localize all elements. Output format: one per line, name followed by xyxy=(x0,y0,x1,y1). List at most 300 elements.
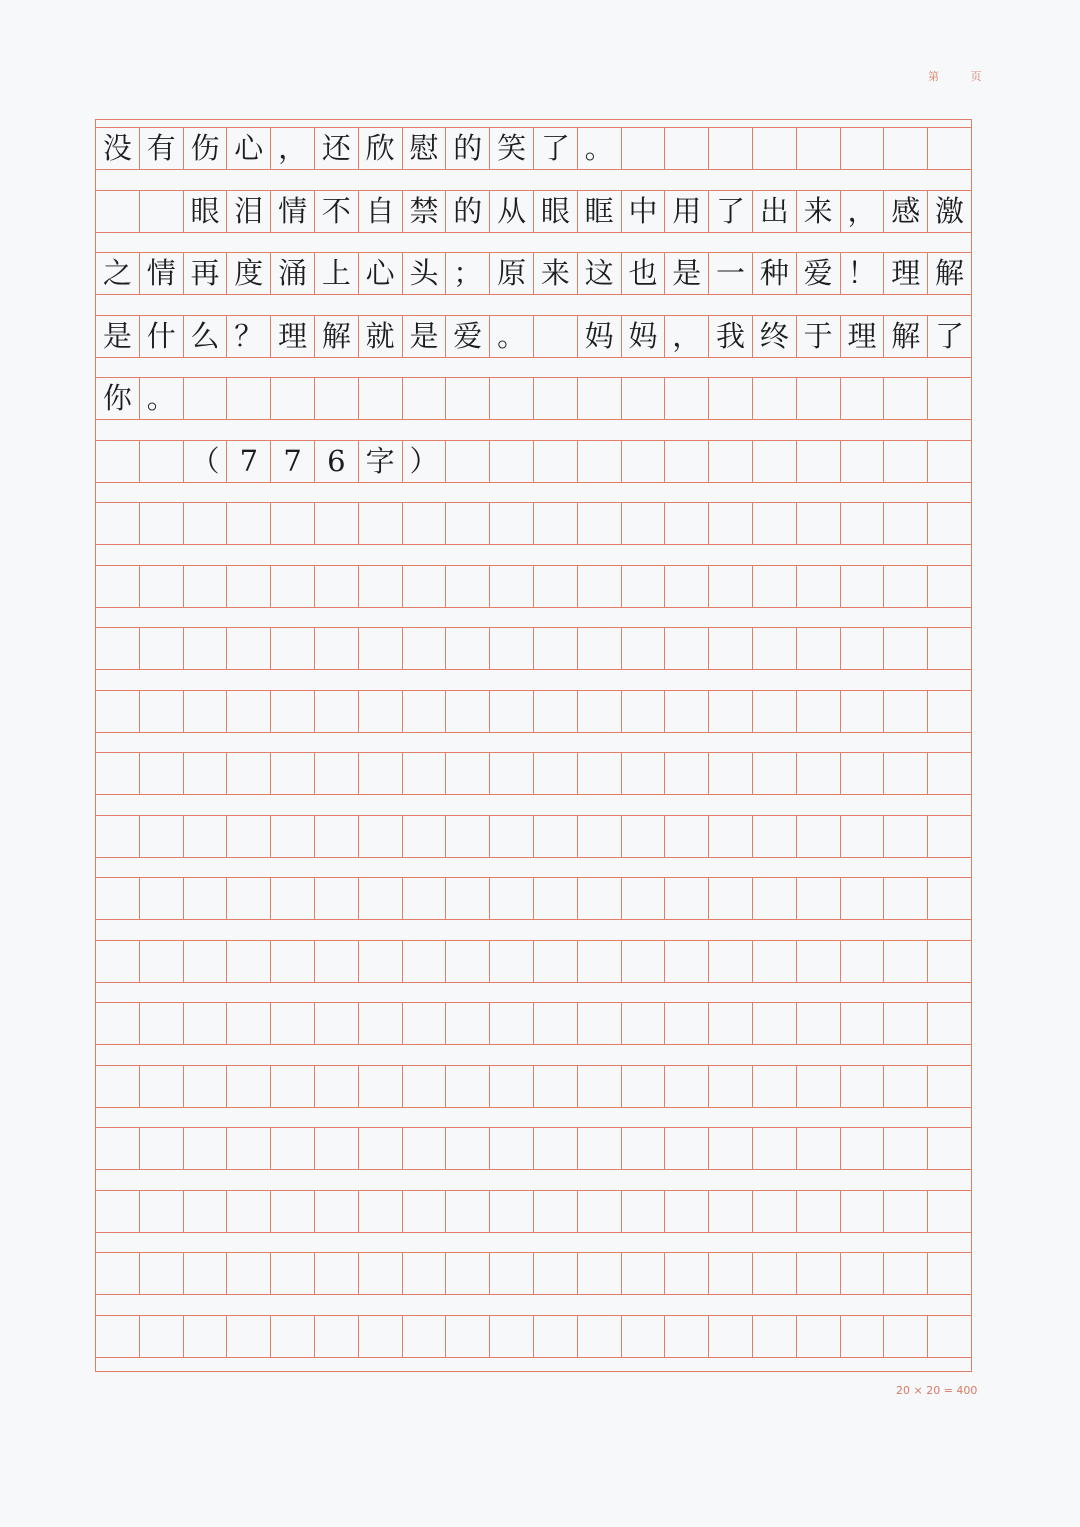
grid-cell xyxy=(490,441,534,482)
grid-cell xyxy=(446,816,490,857)
grid-cell xyxy=(665,503,709,544)
grid-cell xyxy=(841,441,885,482)
grid-cell xyxy=(928,1003,971,1044)
grid-cell xyxy=(534,878,578,919)
grid-character: 。 xyxy=(490,316,534,357)
grid-cell xyxy=(884,878,928,919)
grid-cell xyxy=(884,503,928,544)
grid-character: 的 xyxy=(446,191,490,232)
grid-cell xyxy=(797,1066,841,1107)
grid-cell xyxy=(665,628,709,669)
grid-cell xyxy=(227,1066,271,1107)
grid-character: 我 xyxy=(709,316,753,357)
grid-cell xyxy=(841,128,885,169)
grid-cell xyxy=(841,378,885,419)
grid-cell xyxy=(227,753,271,794)
grid-cell xyxy=(534,316,578,357)
grid-character: 从 xyxy=(490,191,534,232)
grid-cell xyxy=(709,1253,753,1294)
grid-cell xyxy=(446,941,490,982)
grid-cell xyxy=(928,441,971,482)
grid-cell xyxy=(578,566,622,607)
grid-cell xyxy=(446,441,490,482)
grid-cell xyxy=(753,1066,797,1107)
grid-cell xyxy=(359,691,403,732)
grid-cell xyxy=(403,1128,447,1169)
grid-cell xyxy=(578,628,622,669)
grid-cell xyxy=(490,378,534,419)
grid-character: 理 xyxy=(841,316,885,357)
grid-cell xyxy=(96,753,140,794)
grid-cell xyxy=(315,816,359,857)
grid-character: 了 xyxy=(709,191,753,232)
grid-cell xyxy=(928,566,971,607)
grid-cell xyxy=(140,441,184,482)
grid-row xyxy=(96,940,971,983)
grid-character: 眼 xyxy=(184,191,228,232)
grid-cell xyxy=(841,816,885,857)
grid-cell xyxy=(315,878,359,919)
grid-cell xyxy=(841,566,885,607)
grid-row xyxy=(96,1002,971,1045)
grid-cell xyxy=(753,691,797,732)
grid-cell xyxy=(271,566,315,607)
grid-cell xyxy=(271,378,315,419)
grid-cell xyxy=(490,1066,534,1107)
grid-cell xyxy=(140,1066,184,1107)
grid-cell xyxy=(184,566,228,607)
grid-cell xyxy=(446,628,490,669)
grid-cell xyxy=(184,1253,228,1294)
grid-character: 理 xyxy=(884,253,928,294)
grid-cell xyxy=(884,566,928,607)
grid-cell xyxy=(490,1128,534,1169)
grid-cell xyxy=(140,816,184,857)
grid-cell xyxy=(140,566,184,607)
grid-cell xyxy=(534,691,578,732)
grid-character: 涌 xyxy=(271,253,315,294)
grid-cell xyxy=(797,503,841,544)
grid-cell xyxy=(140,191,184,232)
grid-cell xyxy=(797,878,841,919)
grid-cell xyxy=(709,128,753,169)
grid-cell xyxy=(271,816,315,857)
grid-cell xyxy=(446,878,490,919)
grid-cell xyxy=(315,628,359,669)
grid-character: 度 xyxy=(227,253,271,294)
grid-cell xyxy=(490,503,534,544)
grid-cell xyxy=(841,1003,885,1044)
grid-cell xyxy=(315,566,359,607)
grid-cell xyxy=(841,878,885,919)
grid-cell xyxy=(928,1316,971,1357)
grid-cell xyxy=(359,628,403,669)
grid-cell xyxy=(709,441,753,482)
grid-cell xyxy=(753,1191,797,1232)
grid-cell xyxy=(928,753,971,794)
grid-character: 欣 xyxy=(359,128,403,169)
grid-cell xyxy=(184,1003,228,1044)
grid-character: 妈 xyxy=(578,316,622,357)
grid-cell xyxy=(271,691,315,732)
grid-character: ！ xyxy=(841,253,885,294)
grid-row xyxy=(96,815,971,858)
grid-cell xyxy=(271,1003,315,1044)
grid-cell xyxy=(140,1316,184,1357)
grid-cell xyxy=(665,816,709,857)
writing-grid-sheet xyxy=(95,119,972,1372)
grid-cell xyxy=(928,1066,971,1107)
grid-cell xyxy=(96,691,140,732)
grid-cell xyxy=(490,941,534,982)
grid-cell xyxy=(884,441,928,482)
grid-cell xyxy=(797,441,841,482)
grid-cell xyxy=(797,1253,841,1294)
grid-character: 字 xyxy=(359,441,403,482)
grid-row xyxy=(96,1127,971,1170)
grid-cell xyxy=(841,1316,885,1357)
grid-character: 爱 xyxy=(797,253,841,294)
grid-character: ； xyxy=(446,253,490,294)
grid-row xyxy=(96,502,971,545)
grid-character: 于 xyxy=(797,316,841,357)
grid-cell xyxy=(140,753,184,794)
grid-character: 你 xyxy=(96,378,140,419)
grid-cell xyxy=(534,1316,578,1357)
grid-cell xyxy=(490,878,534,919)
grid-cell xyxy=(359,941,403,982)
grid-character: 了 xyxy=(534,128,578,169)
grid-cell xyxy=(753,441,797,482)
grid-cell xyxy=(753,628,797,669)
grid-cell xyxy=(184,378,228,419)
grid-cell xyxy=(753,1003,797,1044)
grid-character: 还 xyxy=(315,128,359,169)
grid-cell xyxy=(227,1316,271,1357)
grid-cell xyxy=(797,128,841,169)
grid-cell xyxy=(753,566,797,607)
grid-character: 心 xyxy=(359,253,403,294)
grid-cell xyxy=(928,1191,971,1232)
grid-cell xyxy=(271,878,315,919)
grid-cell xyxy=(227,691,271,732)
grid-cell xyxy=(271,1066,315,1107)
grid-character: 爱 xyxy=(446,316,490,357)
grid-cell xyxy=(622,691,666,732)
grid-cell xyxy=(665,1128,709,1169)
grid-cell xyxy=(140,628,184,669)
grid-character: 慰 xyxy=(403,128,447,169)
grid-character: 上 xyxy=(315,253,359,294)
grid-cell xyxy=(227,941,271,982)
grid-cell xyxy=(96,1128,140,1169)
grid-cell xyxy=(884,1316,928,1357)
grid-cell xyxy=(403,566,447,607)
grid-cell xyxy=(665,1191,709,1232)
grid-cell xyxy=(797,1003,841,1044)
grid-cell xyxy=(797,1128,841,1169)
grid-cell xyxy=(446,378,490,419)
grid-cell xyxy=(665,941,709,982)
grid-character: ， xyxy=(665,316,709,357)
grid-cell xyxy=(578,441,622,482)
grid-cell xyxy=(578,1003,622,1044)
grid-cell xyxy=(96,1191,140,1232)
grid-cell xyxy=(753,878,797,919)
grid-cell xyxy=(841,1191,885,1232)
grid-cell xyxy=(96,1003,140,1044)
grid-cell xyxy=(578,1316,622,1357)
grid-cell xyxy=(928,878,971,919)
grid-cell xyxy=(403,1066,447,1107)
grid-cell xyxy=(227,566,271,607)
grid-cell xyxy=(184,1066,228,1107)
grid-cell xyxy=(184,691,228,732)
grid-cell xyxy=(797,1191,841,1232)
grid-cell xyxy=(841,1253,885,1294)
grid-cell xyxy=(884,941,928,982)
grid-cell xyxy=(578,753,622,794)
page-number-label: 第 页 xyxy=(928,70,996,83)
grid-cell xyxy=(184,503,228,544)
grid-character: 情 xyxy=(271,191,315,232)
grid-cell xyxy=(753,378,797,419)
grid-character: 用 xyxy=(665,191,709,232)
grid-character: 么 xyxy=(184,316,228,357)
grid-cell xyxy=(928,503,971,544)
grid-cell xyxy=(403,816,447,857)
grid-cell xyxy=(928,816,971,857)
grid-cell xyxy=(622,1253,666,1294)
grid-row xyxy=(96,315,971,358)
grid-cell xyxy=(403,628,447,669)
grid-cell xyxy=(315,1066,359,1107)
grid-cell xyxy=(403,503,447,544)
grid-cell xyxy=(227,816,271,857)
grid-cell xyxy=(665,878,709,919)
grid-cell xyxy=(446,1253,490,1294)
grid-cell xyxy=(271,753,315,794)
grid-cell xyxy=(446,691,490,732)
grid-cell xyxy=(841,503,885,544)
grid-cell xyxy=(490,691,534,732)
grid-cell xyxy=(534,753,578,794)
grid-cell xyxy=(359,1253,403,1294)
grid-cell xyxy=(578,1253,622,1294)
grid-cell xyxy=(490,1253,534,1294)
grid-cell xyxy=(753,503,797,544)
grid-character: 是 xyxy=(665,253,709,294)
grid-character: 再 xyxy=(184,253,228,294)
grid-cell xyxy=(490,566,534,607)
grid-row xyxy=(96,1315,971,1358)
grid-cell xyxy=(96,628,140,669)
grid-cell xyxy=(403,1191,447,1232)
grid-cell xyxy=(140,1253,184,1294)
grid-cell xyxy=(359,566,403,607)
grid-cell xyxy=(359,1128,403,1169)
grid-row xyxy=(96,690,971,733)
grid-row xyxy=(96,190,971,233)
grid-cell xyxy=(665,1253,709,1294)
grid-character: 种 xyxy=(753,253,797,294)
grid-cell xyxy=(709,1316,753,1357)
grid-cell xyxy=(578,878,622,919)
grid-size-label: 20 × 20 = 400 xyxy=(896,1384,978,1397)
grid-cell xyxy=(753,1128,797,1169)
grid-character: 眼 xyxy=(534,191,578,232)
grid-cell xyxy=(403,753,447,794)
grid-cell xyxy=(753,816,797,857)
grid-cell xyxy=(184,878,228,919)
grid-character: 一 xyxy=(709,253,753,294)
grid-cell xyxy=(797,1316,841,1357)
grid-cell xyxy=(534,1253,578,1294)
grid-cell xyxy=(534,378,578,419)
grid-row xyxy=(96,1065,971,1108)
grid-cell xyxy=(578,816,622,857)
grid-cell xyxy=(797,378,841,419)
grid-cell xyxy=(271,1128,315,1169)
grid-cell xyxy=(227,378,271,419)
grid-cell xyxy=(884,378,928,419)
grid-cell xyxy=(884,1253,928,1294)
grid-cell xyxy=(665,128,709,169)
grid-cell xyxy=(271,1191,315,1232)
grid-cell xyxy=(359,503,403,544)
grid-cell xyxy=(884,691,928,732)
grid-cell xyxy=(140,941,184,982)
grid-cell xyxy=(227,1191,271,1232)
grid-row xyxy=(96,377,971,420)
grid-cell xyxy=(359,1316,403,1357)
grid-cell xyxy=(490,1316,534,1357)
grid-cell xyxy=(315,753,359,794)
grid-cell xyxy=(841,753,885,794)
grid-character: 中 xyxy=(622,191,666,232)
grid-cell xyxy=(534,816,578,857)
grid-cell xyxy=(753,941,797,982)
grid-character: 的 xyxy=(446,128,490,169)
grid-cell xyxy=(578,691,622,732)
grid-cell xyxy=(315,1253,359,1294)
grid-cell xyxy=(184,816,228,857)
grid-character: 这 xyxy=(578,253,622,294)
grid-cell xyxy=(622,441,666,482)
grid-cell xyxy=(622,941,666,982)
grid-cell xyxy=(184,1191,228,1232)
grid-cell xyxy=(709,566,753,607)
grid-cell xyxy=(271,628,315,669)
grid-cell xyxy=(797,753,841,794)
grid-cell xyxy=(709,1066,753,1107)
grid-character: 。 xyxy=(140,378,184,419)
grid-cell xyxy=(928,1253,971,1294)
grid-cell xyxy=(884,128,928,169)
grid-cell xyxy=(315,941,359,982)
grid-cell xyxy=(665,1003,709,1044)
grid-cell xyxy=(665,566,709,607)
grid-cell xyxy=(490,816,534,857)
grid-cell xyxy=(709,628,753,669)
grid-cell xyxy=(534,1128,578,1169)
grid-cell xyxy=(184,628,228,669)
grid-cell xyxy=(622,1003,666,1044)
grid-cell xyxy=(403,691,447,732)
grid-cell xyxy=(884,753,928,794)
grid-cell xyxy=(665,1066,709,1107)
grid-cell xyxy=(841,1066,885,1107)
grid-cell xyxy=(96,941,140,982)
grid-cell xyxy=(359,1003,403,1044)
grid-cell xyxy=(359,753,403,794)
grid-cell xyxy=(184,941,228,982)
grid-cell xyxy=(709,753,753,794)
grid-cell xyxy=(622,378,666,419)
grid-cell xyxy=(184,1316,228,1357)
grid-cell xyxy=(227,1253,271,1294)
grid-cell xyxy=(446,1128,490,1169)
grid-cell xyxy=(622,1191,666,1232)
grid-cell xyxy=(928,628,971,669)
grid-row xyxy=(96,565,971,608)
grid-cell xyxy=(622,1066,666,1107)
grid-cell xyxy=(140,1128,184,1169)
grid-cell xyxy=(490,628,534,669)
grid-character: 是 xyxy=(96,316,140,357)
grid-cell xyxy=(315,378,359,419)
grid-cell xyxy=(227,628,271,669)
grid-character: 伤 xyxy=(184,128,228,169)
grid-character: 原 xyxy=(490,253,534,294)
grid-cell xyxy=(578,1128,622,1169)
grid-cell xyxy=(227,878,271,919)
grid-character: 情 xyxy=(140,253,184,294)
grid-cell xyxy=(753,1253,797,1294)
grid-cell xyxy=(797,941,841,982)
grid-character: 之 xyxy=(96,253,140,294)
grid-character: 了 xyxy=(935,318,965,353)
grid-cell xyxy=(96,441,140,482)
grid-character: 来 xyxy=(797,191,841,232)
grid-cell xyxy=(665,1316,709,1357)
grid-cell xyxy=(359,378,403,419)
grid-cell xyxy=(271,1253,315,1294)
grid-cell xyxy=(315,1128,359,1169)
grid-cell xyxy=(665,753,709,794)
grid-character: 感 xyxy=(884,191,928,232)
grid-cell xyxy=(928,378,971,419)
grid-cell xyxy=(665,378,709,419)
grid-character: 是 xyxy=(403,316,447,357)
grid-cell xyxy=(622,503,666,544)
grid-cell xyxy=(227,503,271,544)
grid-cell xyxy=(534,441,578,482)
grid-cell xyxy=(841,691,885,732)
grid-character: 禁 xyxy=(403,191,447,232)
grid-character: ， xyxy=(271,128,315,169)
grid-cell xyxy=(403,1253,447,1294)
grid-character: ， xyxy=(841,191,885,232)
grid-cell xyxy=(534,941,578,982)
grid-row xyxy=(96,440,971,483)
grid-cell xyxy=(884,1003,928,1044)
grid-cell xyxy=(403,941,447,982)
grid-cell xyxy=(271,503,315,544)
grid-character: 自 xyxy=(359,191,403,232)
grid-cell xyxy=(578,378,622,419)
grid-cell xyxy=(446,1066,490,1107)
